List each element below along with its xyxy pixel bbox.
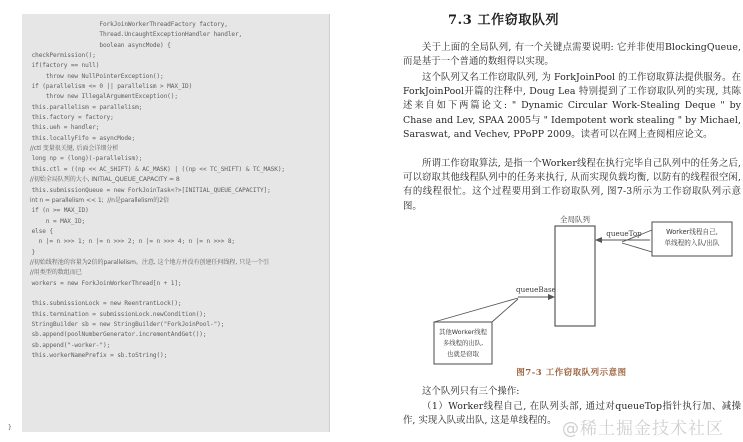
paragraph-5: （1）Worker线程自己, 在队列头部, 通过对queueTop指针执行加、减操作, 实现入队或出队, 这是单线程的。 xyxy=(403,401,741,427)
callout-left-line-2: 多线程的出队, xyxy=(442,339,484,347)
code-line xyxy=(28,289,325,299)
code-closing-brace: } xyxy=(8,424,12,431)
code-line: //ctl 变量很关键, 后面会详细分析 xyxy=(28,145,119,153)
section-heading: 7.3 工作窃取队列 xyxy=(448,13,560,28)
queue-base-label: queueBase xyxy=(516,285,556,294)
paragraph-2: 这个队列又名工作窃取队列, 为 ForkJoinPool 的工作窃取算法提供服务。在 ForkJoinPool开篇的注释中, Doug Lea 特别提到了工作窃取队列的实现, 其陈述来自如下两篇论文: " Dynamic Circular Work-Stealing Deque " by Chase and Lev, SPAA 2005与 " Idempotent work stealing " by Michael, Saraswat, and Vechev, PPoPP 2009。读者可以在网上查阅相应论文。 xyxy=(403,72,741,140)
code-listing xyxy=(28,20,325,361)
global-queue-box xyxy=(555,226,595,326)
code-line: StringBuilder sb = new StringBuilder("ForkJoinPool-"); xyxy=(28,320,225,328)
code-line: n = MAX_ID; xyxy=(28,217,86,225)
code-line: //用类型的数组而已 xyxy=(28,269,82,277)
code-line: checkPermission(); xyxy=(28,52,96,60)
code-line: this.submissionQueue = new ForkJoinTask<?>[INITIAL_QUEUE_CAPACITY]; xyxy=(28,186,271,194)
queue-top-label: queueTop xyxy=(606,229,642,238)
code-line: boolean asyncMode) { xyxy=(28,41,171,49)
code-line: workers = new ForkJoinWorkerThread[n + 1]; xyxy=(28,279,182,287)
paragraph-4: 这个队列只有三个操作: xyxy=(422,386,520,397)
work-stealing-queue-diagram xyxy=(400,212,743,382)
code-line: throw new IllegalArgumentException(); xyxy=(28,93,178,101)
code-line: sb.append(poolNumberGenerator.incrementAndGet()); xyxy=(28,331,207,339)
code-line: long np = (long)(-parallelism); xyxy=(28,155,143,163)
code-line: this.termination = submissionLock.newCondition(); xyxy=(28,310,207,318)
paragraph-1: 关于上面的全局队列, 有一个关键点需要说明: 它并非使用BlockingQueue, 而是基于一个普通的数组得以实现。 xyxy=(403,42,741,68)
code-line: if (parallelism <= 0 || parallelism > MAX_ID) xyxy=(28,83,193,91)
code-line: Thread.UncaughtExceptionHandler handler, xyxy=(28,31,243,39)
callout-left-line-1: 其他Worker线程 xyxy=(438,328,488,336)
queue-title-label: 全局队列 xyxy=(560,215,590,224)
code-line: sb.append("-worker-"); xyxy=(28,341,111,349)
code-line: this.ctl = ((np << AC_SHIFT) & AC_MASK) | ((np << TC_SHIFT) & TC_MASK); xyxy=(28,165,285,173)
figure-caption: 图7-3 工作窃取队列示意图 xyxy=(516,367,627,377)
queue-base-arrow-head xyxy=(548,294,555,300)
code-line: this.submissionLock = new ReentrantLock(); xyxy=(28,300,182,308)
code-line: if(factory == null) xyxy=(28,62,100,70)
code-line: int n = parallelism << 1; //n是parallelism的2倍 xyxy=(28,196,170,204)
code-line: } xyxy=(28,248,36,256)
callout-right-line-2: 单线程的入队/出队 xyxy=(664,239,720,247)
code-line: this.parallelism = parallelism; xyxy=(28,103,143,111)
code-line: //初始全局队列的大小, INITIAL_QUEUE_CAPACITY = 8 xyxy=(28,176,180,184)
article-pane xyxy=(400,0,743,442)
callout-left-line-3: 也就是窃取 xyxy=(447,350,479,358)
callout-left-leader-2 xyxy=(492,299,518,322)
paragraph-3: 所谓工作窃取算法, 是指一个Worker线程在执行完毕自己队列中的任务之后, 可以窃取其他线程队列中的任务来执行, 从而实现负载均衡, 以防有的线程很空闲, 有的线程很忙。这个过程要用到工作窃取队列, 图7-3所示为工作窃取队列示意图。 xyxy=(403,158,741,212)
code-line: else { xyxy=(28,227,53,235)
site-watermark: @稀土掘金技术社区 xyxy=(562,419,724,439)
code-line: ForkJoinWorkerThreadFactory factory, xyxy=(28,21,228,28)
code-line: if (n >= MAX_ID) xyxy=(28,207,89,215)
code-line: this.ueh = handler; xyxy=(28,124,100,132)
code-line: throw new NullPointerException(); xyxy=(28,72,164,80)
code-line: this.workerNamePrefix = sb.toString(); xyxy=(28,352,168,359)
queue-top-arrow-head xyxy=(595,237,602,243)
code-line: this.factory = factory; xyxy=(28,114,114,122)
code-block xyxy=(22,14,330,432)
code-line: n |= n >>> 1; n |= n >>> 2; n |= n >>> 4; n |= n >>> 8; xyxy=(28,238,235,246)
callout-right-line-1: Worker线程自己, xyxy=(666,228,718,236)
code-line: //初始线程池的容量为2倍的parallelism。注意, 这个地方并没有创建任何线程, 只是一个引 xyxy=(28,258,270,266)
callout-right-leader-2 xyxy=(622,243,652,252)
code-line: this.locallyFifo = asyncMode; xyxy=(28,134,136,142)
